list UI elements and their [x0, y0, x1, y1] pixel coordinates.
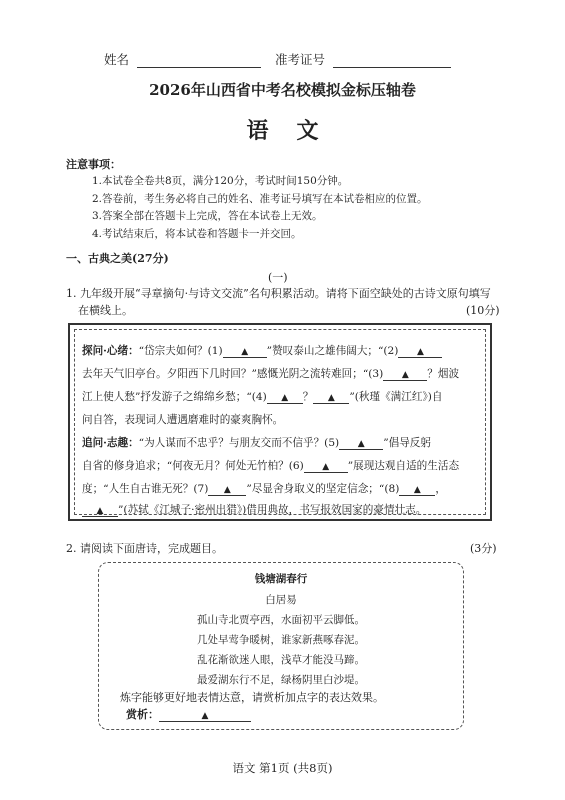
poem-line: 最爱湖东行不足，绿杨阴里白沙堤。 — [197, 674, 365, 686]
answer-row — [126, 706, 251, 724]
poem-line: 几处早莺争暖树，谁家新燕啄春泥。 — [197, 634, 365, 646]
question-1-score: (10分) — [466, 304, 500, 317]
topic-label: 探问·心绪： — [82, 345, 139, 357]
note-item: 2.答卷前，考生务必将自己的姓名、准考证号填写在本试卷相应的位置。 — [92, 193, 428, 205]
poem-author: 白居易 — [265, 594, 297, 606]
id-label: 准考证号 — [274, 52, 325, 67]
part-label: (一) — [268, 271, 288, 284]
answer-blank-4a[interactable]: ▲ — [267, 391, 303, 404]
poem-line: 孤山寺北贾亭西，水面初平云脚低。 — [197, 614, 365, 626]
box-line: 探问·心绪：“岱宗夫如何？(1) ▲ ”赞叹泰山之雄伟阔大；“(2) ▲ — [82, 340, 472, 363]
name-field-row — [104, 50, 451, 68]
answer-blank-3[interactable]: ▲ — [383, 368, 427, 381]
section-heading: 一、古典之美(27分) — [66, 252, 169, 265]
name-label: 姓名 — [104, 52, 130, 67]
answer-blank-2[interactable]: ▲ — [398, 345, 442, 358]
box-line: ▲ ”(苏轼《江城子·密州出猎》)借用典故，书写报效国家的豪情壮志。 — [82, 499, 472, 522]
note-item: 1.本试卷全卷共8页，满分120分，考试时间150分钟。 — [92, 175, 349, 187]
question-2-score: (3分) — [470, 542, 497, 555]
box-line: 追问·志趣：“为人谋而不忠乎？与朋友交而不信乎？(5) ▲ ”倡导反躬 — [82, 437, 431, 449]
box-line: 问自答，表现词人遭遇磨难时的豪爽胸怀。 — [82, 414, 284, 426]
answer-blank-1[interactable]: ▲ — [223, 345, 267, 358]
note-item: 4.考试结束后，将本试卷和答题卡一并交回。 — [92, 228, 302, 240]
box-line: 江上使人愁”抒发游子之绵绵乡愁；“(4) ▲ ？ ▲ ”(秋瑾《满江红》)自 — [82, 391, 443, 403]
name-blank — [137, 55, 261, 68]
answer-blank-8a[interactable]: ▲ — [399, 483, 435, 496]
answer-blank-8b[interactable]: ▲ — [82, 504, 118, 517]
id-blank — [333, 55, 451, 68]
note-item: 3.答案全部在答题卡上完成，答在本试卷上无效。 — [92, 210, 323, 222]
question-1-text-cont: 在横线上。 — [78, 304, 133, 317]
answer-blank-7[interactable]: ▲ — [208, 483, 246, 496]
answer-blank-5[interactable]: ▲ — [339, 437, 383, 450]
answer-blank-4b[interactable]: ▲ — [313, 391, 349, 404]
box-line: 自省的修身追求；“何夜无月？何处无竹柏？(6) ▲ ”展现达观自适的生活态 — [82, 460, 460, 472]
poem-title: 钱塘湖春行 — [254, 573, 308, 585]
notes-heading: 注意事项： — [66, 158, 121, 171]
poem-line: 乱花渐欲迷人眼，浅草才能没马蹄。 — [197, 654, 365, 666]
box-line: 度；“人生自古谁无死？(7) ▲ ”尽显舍身取义的坚定信念；“(8) ▲ ， — [82, 483, 446, 495]
subject-title: 语文 — [246, 118, 347, 144]
answer-field[interactable]: ▲ — [159, 709, 251, 722]
question-2-text: 2. 请阅读下面唐诗，完成题目。 — [66, 542, 223, 555]
answer-label: 赏析： — [126, 708, 159, 721]
question-1-text: 1. 九年级开展“寻章摘句·与诗文交流”名句积累活动。请将下面空缺处的古诗文原句填写 — [66, 287, 491, 300]
topic-label: 追问·志趣： — [82, 437, 139, 449]
exam-title: 2026年山西省中考名校模拟金标压轴卷 — [149, 81, 416, 99]
answer-blank-6[interactable]: ▲ — [304, 460, 348, 473]
box-line: 去年天气旧亭台。夕阳西下几时回？”感慨光阴之流转难回；“(3) ▲ ？烟波 — [82, 368, 460, 380]
question-2-prompt: 炼字能够更好地表情达意，请赏析加点字的表达效果。 — [120, 691, 384, 704]
page-footer: 语文 第1页 (共8页) — [232, 761, 333, 775]
